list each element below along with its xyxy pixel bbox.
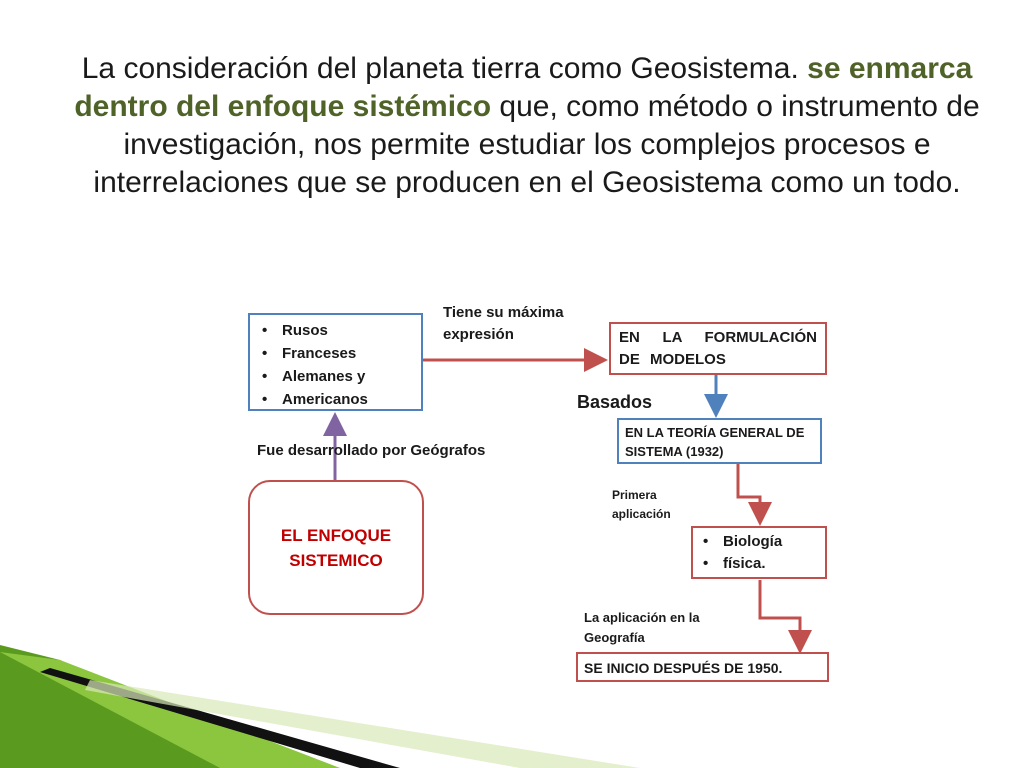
center-text: EL ENFOQUE SISTEMICO bbox=[280, 525, 392, 570]
theory-text: EN LA TEORÍA GENERAL DE SISTEMA (1932) bbox=[625, 425, 805, 459]
origin-item: • Rusos bbox=[256, 319, 415, 342]
application-item: • física. bbox=[697, 553, 821, 575]
title-text-part2: que, como método o instrumento de investigación, nos permite estudiar los complejos procesos e interrelaciones que se producen en el Geosistema como un todo. bbox=[93, 90, 980, 199]
label-developed: Fue desarrollado por Geógrafos bbox=[257, 442, 486, 459]
final-box bbox=[576, 652, 829, 682]
origin-item: • Americanos bbox=[256, 388, 415, 411]
label-based: Basados bbox=[577, 392, 653, 412]
title-text-part1: La consideración del planeta tierra como Geosistema. bbox=[81, 52, 799, 85]
arrow-applications-to-final bbox=[760, 580, 800, 648]
origins-box bbox=[248, 313, 423, 411]
applications-box bbox=[691, 526, 827, 579]
label-geography-application: La aplicación en la Geografía bbox=[584, 610, 700, 645]
final-text: SE INICIO DESPUÉS DE 1950. bbox=[584, 660, 783, 676]
formulation-text: EN LA FORMULACIÓN DE MODELOS bbox=[619, 329, 817, 368]
origin-item: • Alemanes y bbox=[256, 365, 415, 388]
application-item: • Biología bbox=[697, 531, 821, 553]
center-box bbox=[248, 480, 424, 615]
arrow-theory-to-applications bbox=[738, 463, 760, 520]
theory-box bbox=[617, 418, 822, 464]
label-first-application: Primera aplicación bbox=[612, 488, 671, 521]
title-highlight: se enmarca dentro del enfoque sistémico bbox=[74, 52, 973, 123]
label-expression: Tiene su máxima expresión bbox=[443, 304, 564, 343]
formulation-box bbox=[609, 322, 827, 375]
origin-item: • Franceses bbox=[256, 342, 415, 365]
